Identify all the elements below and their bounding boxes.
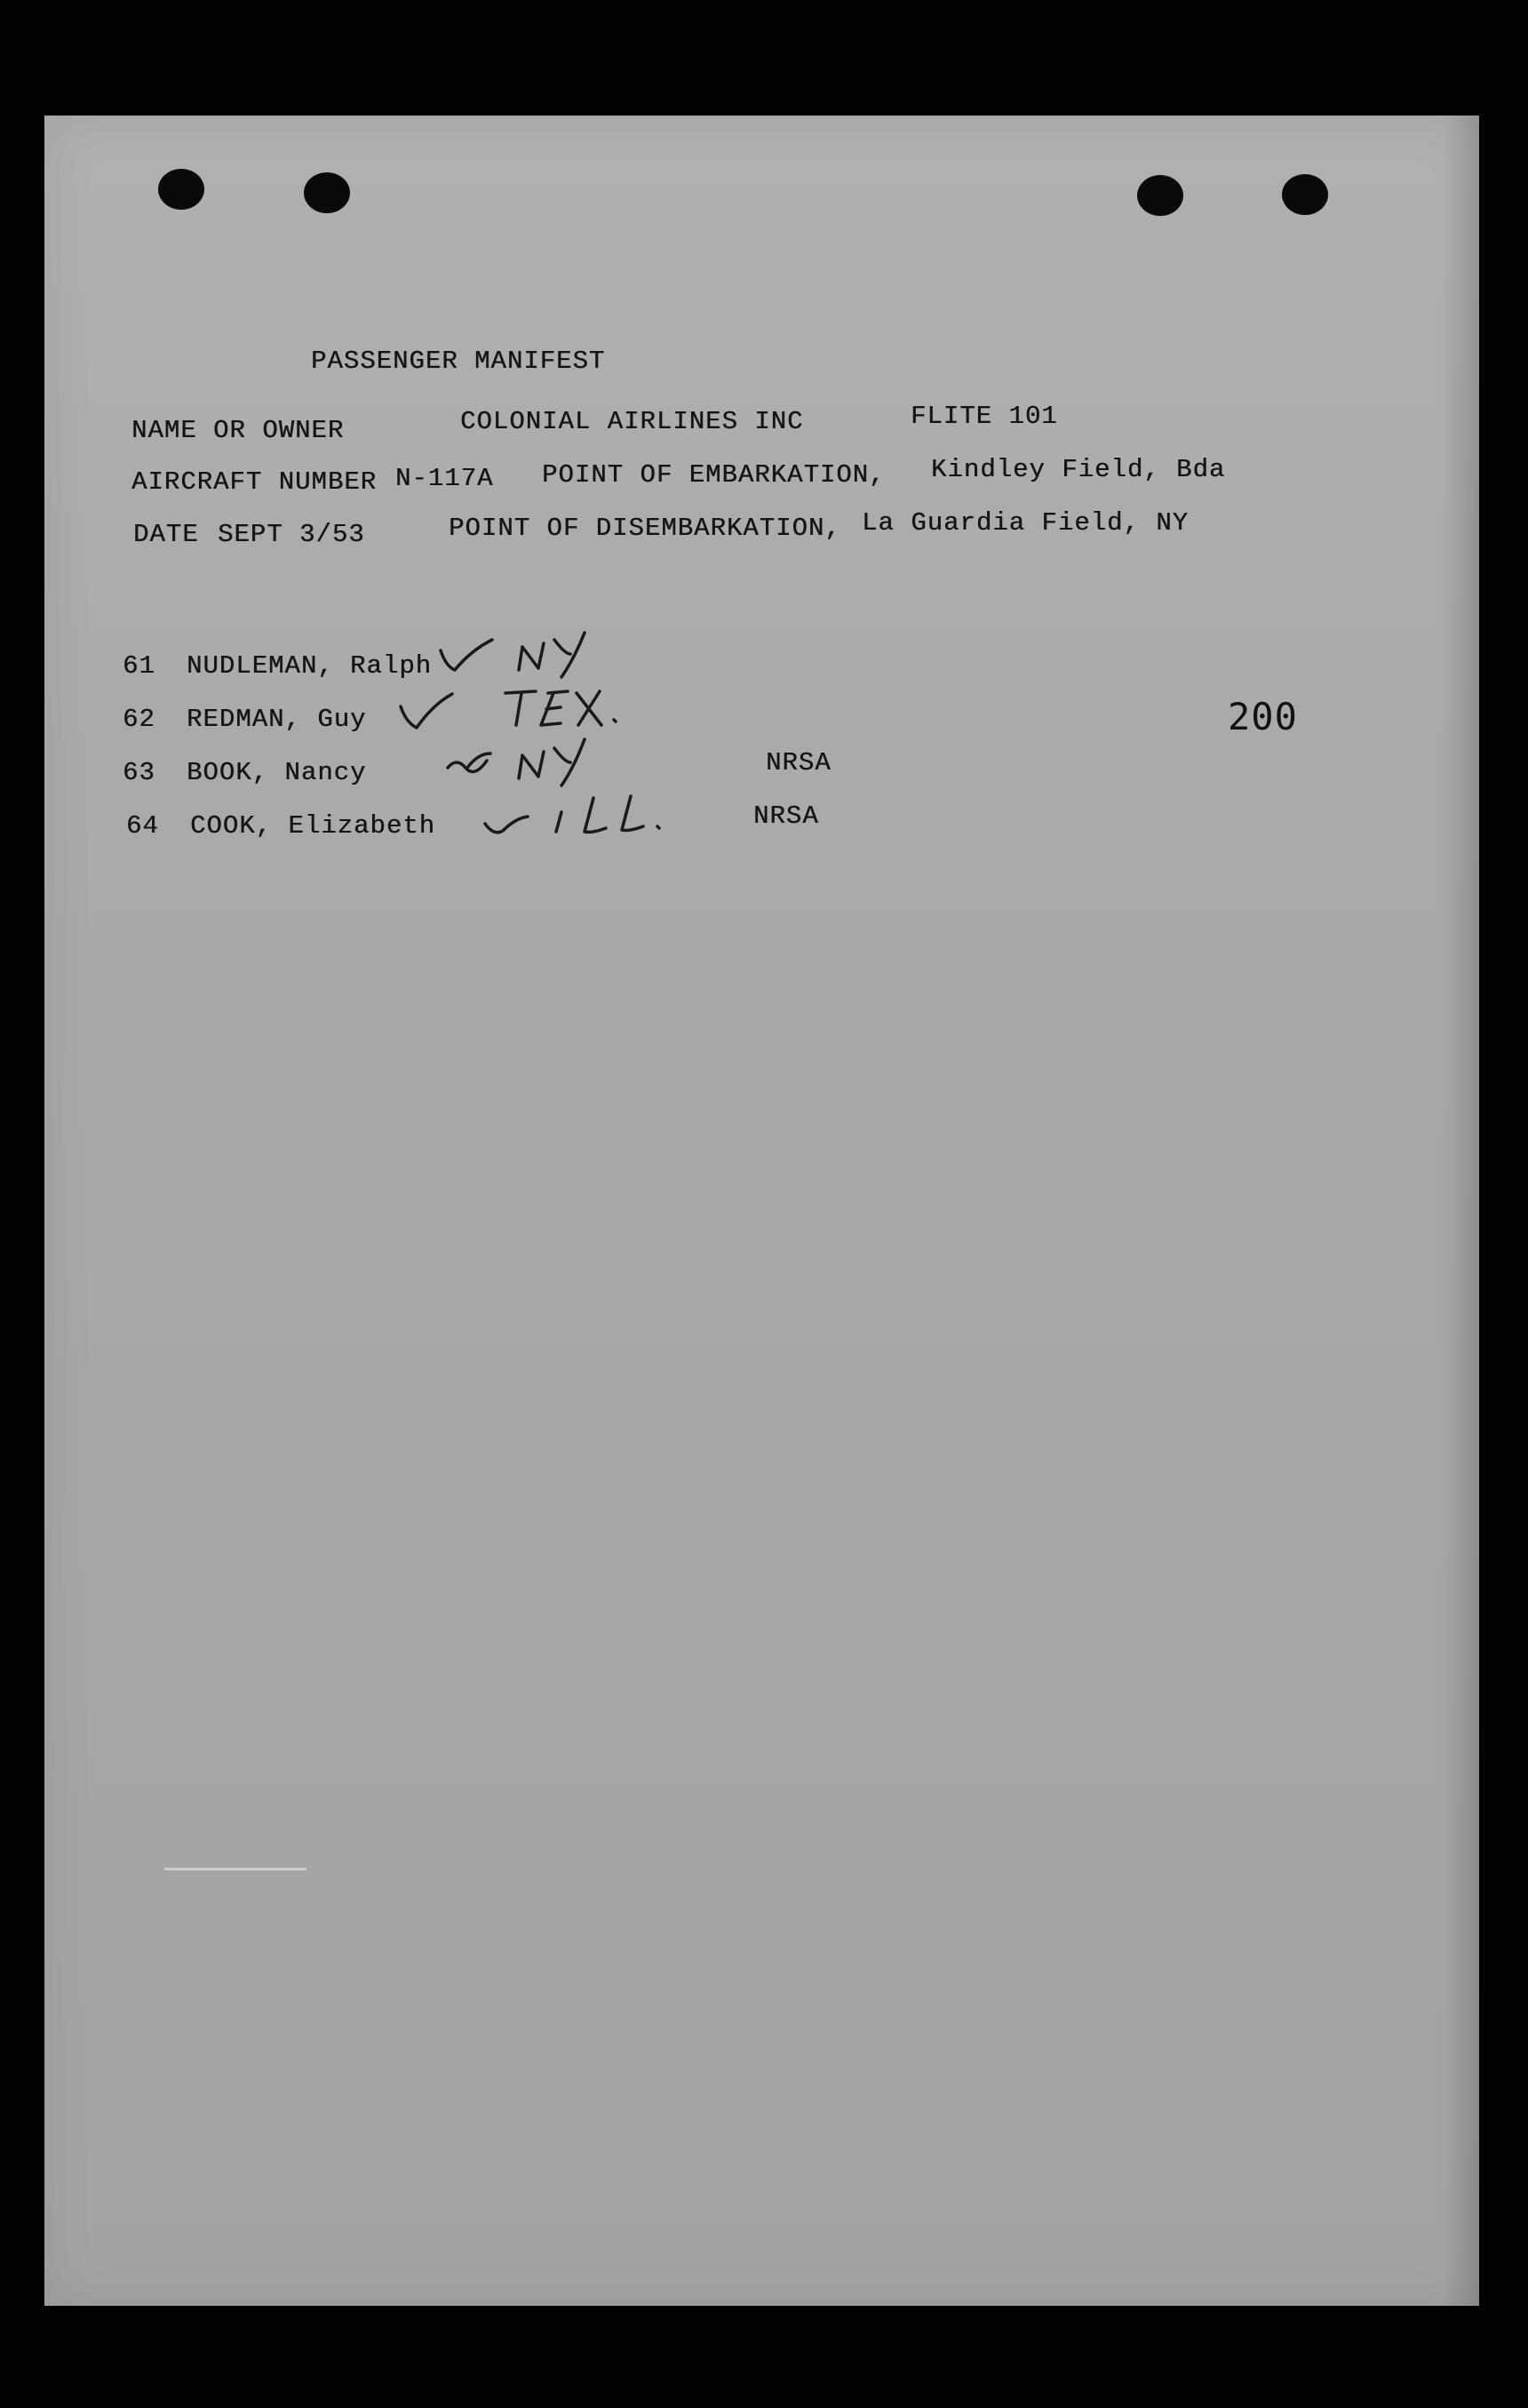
passenger-name: REDMAN, Guy — [187, 705, 367, 734]
handwritten-ny — [515, 627, 595, 681]
passenger-number: 61 — [123, 651, 155, 681]
page-number-stamp: 200 — [1228, 695, 1298, 738]
passenger-name: BOOK, Nancy — [187, 758, 367, 787]
passenger-status: NRSA — [766, 748, 832, 777]
disembarkation-value: La Guardia Field, NY — [862, 508, 1190, 538]
passenger-name: NUDLEMAN, Ralph — [187, 651, 433, 681]
passenger-number: 64 — [126, 811, 159, 841]
embarkation-label: POINT OF EMBARKATION, — [542, 460, 886, 490]
page-edge-shadow — [1444, 116, 1479, 2306]
aircraft-value: N-117A — [395, 464, 494, 493]
embarkation-value: Kindley Field, Bda — [931, 455, 1226, 484]
check-mark-icon — [480, 804, 533, 840]
manifest-heading: PASSENGER MANIFEST — [311, 347, 606, 376]
check-mark-icon — [444, 748, 497, 784]
flight-number: FLITE 101 — [911, 402, 1058, 431]
passenger-status: NRSA — [753, 801, 819, 831]
aircraft-label: AIRCRAFT NUMBER — [131, 467, 378, 497]
check-mark-icon — [435, 633, 497, 677]
punch-hole-4 — [1282, 174, 1328, 215]
handwritten-ny — [515, 734, 595, 789]
punch-hole-3 — [1137, 175, 1183, 216]
disembarkation-label: POINT OF DISEMBARKATION, — [449, 514, 841, 543]
punch-hole-1 — [158, 169, 204, 210]
date-label: DATE — [133, 520, 199, 549]
date-value: SEPT 3/53 — [218, 520, 365, 549]
owner-value: COLONIAL AIRLINES INC — [460, 407, 804, 436]
owner-label: NAME OR OWNER — [131, 416, 345, 445]
punch-hole-2 — [304, 172, 350, 213]
passenger-number: 62 — [123, 705, 155, 734]
handwritten-ill — [553, 791, 668, 844]
check-mark-icon — [395, 689, 458, 733]
passenger-name: COOK, Elizabeth — [190, 811, 436, 841]
handwritten-tex — [502, 684, 626, 738]
paper-crease — [164, 1868, 306, 1870]
passenger-number: 63 — [123, 758, 155, 787]
